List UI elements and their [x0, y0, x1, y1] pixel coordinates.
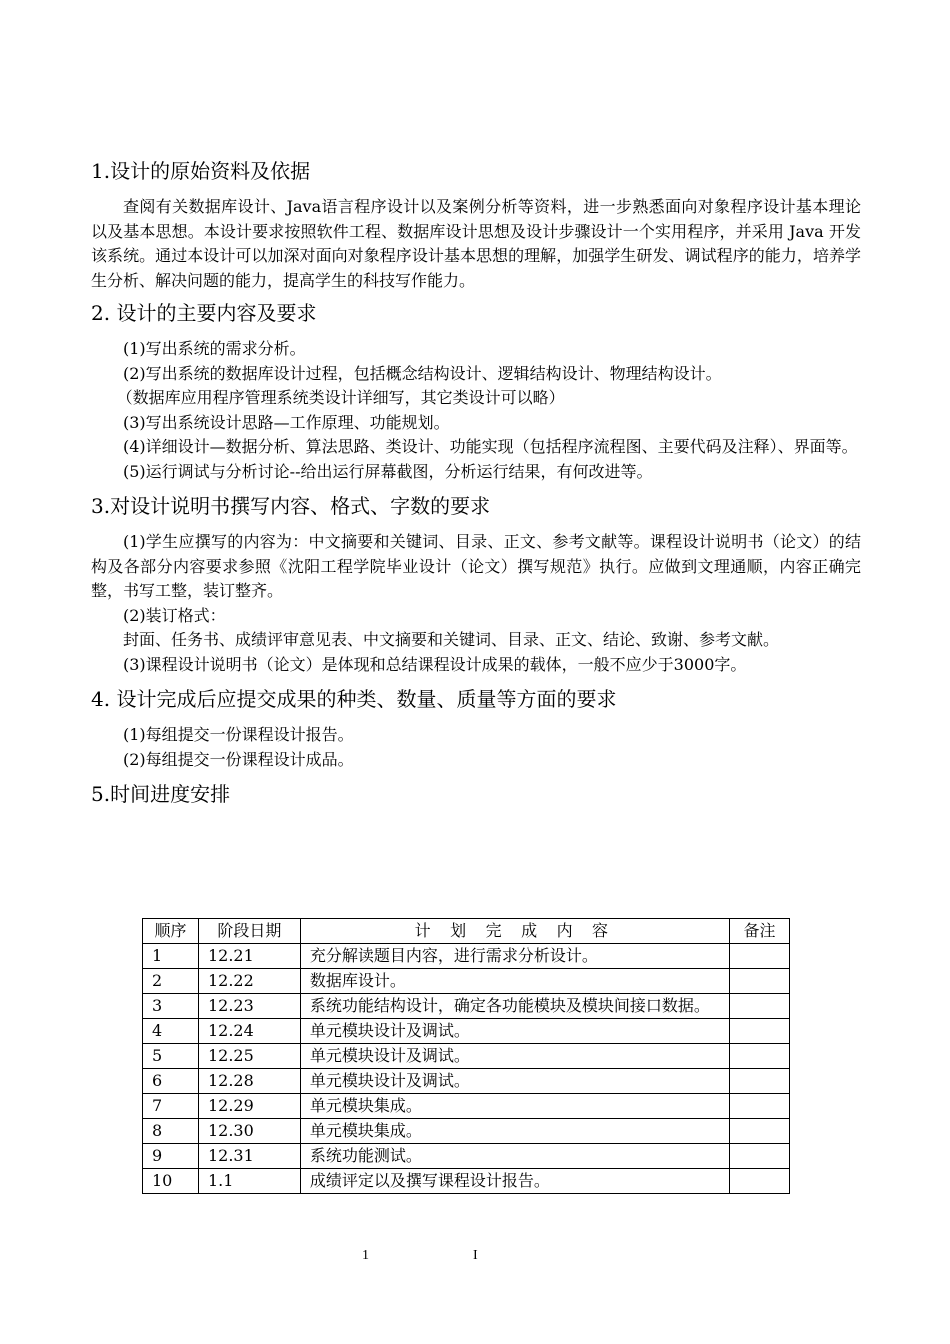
- table-row: [143, 1044, 790, 1069]
- cell-date: 12.29: [198, 1094, 300, 1119]
- cell-note: [730, 1169, 790, 1194]
- section-2-item: （数据库应用程序管理系统类设计详细写，其它类设计可以略）: [116, 388, 565, 407]
- section-3-item: (2)装订格式：: [123, 605, 226, 625]
- section-4-title: 4. 设计完成后应提交成果的种类、数量、质量等方面的要求: [91, 687, 617, 711]
- section-3-item: (3)课程设计说明书（论文）是体现和总结课程设计成果的载体，一般不应少于3000字。: [123, 654, 747, 674]
- cell-date: 12.25: [198, 1044, 300, 1069]
- cell-content: 单元模块集成。: [300, 1094, 729, 1119]
- section-4-item: (1)每组提交一份课程设计报告。: [123, 725, 354, 744]
- cell-content: 系统功能结构设计，确定各功能模块及模块间接口数据。: [300, 994, 729, 1019]
- cell-order: 2: [143, 969, 199, 994]
- schedule-header-row: [143, 919, 790, 944]
- header-note: 备注: [730, 919, 790, 944]
- cell-note: [730, 1069, 790, 1094]
- page-number-roman: I: [473, 1248, 478, 1263]
- table-row: [143, 1119, 790, 1144]
- section-4-item: (2)每组提交一份课程设计成品。: [123, 749, 354, 769]
- table-row: [143, 1019, 790, 1044]
- cell-note: [730, 1044, 790, 1069]
- cell-note: [730, 994, 790, 1019]
- document-body: [91, 157, 861, 808]
- section-2-item: (1)写出系统的需求分析。: [123, 339, 306, 358]
- section-1-body: 查阅有关数据库设计、Java语言程序设计以及案例分析等资料，进一步熟悉面向对象程序设计基本理论以及基本思想。本设计要求按照软件工程、数据库设计思想及设计步骤设计一个实用程序，并采用 Java 开发该系统。通过本设计可以加深对面向对象程序设计基本思想的理解，加强学生研发、调试程序的能力，培养学生分析、解决问题的能力，提高学生的科技写作能力。: [91, 197, 861, 290]
- table-row: [143, 1069, 790, 1094]
- section-2-item: (4)详细设计—数据分析、算法思路、类设计、功能实现（包括程序流程图、主要代码及注释）、界面等。: [123, 437, 858, 456]
- cell-order: 1: [143, 944, 199, 969]
- cell-note: [730, 1094, 790, 1119]
- table-row: [143, 1144, 790, 1169]
- section-2-item: (3)写出系统设计思路—工作原理、功能规划。: [123, 412, 450, 432]
- cell-order: 6: [143, 1069, 199, 1094]
- cell-order: 3: [143, 994, 199, 1019]
- table-row: [143, 1169, 790, 1194]
- cell-order: 10: [143, 1169, 199, 1194]
- cell-note: [730, 1119, 790, 1144]
- section-2-item: (5)运行调试与分析讨论--给出运行屏幕截图，分析运行结果，有何改进等。: [123, 461, 653, 481]
- cell-date: 12.23: [198, 994, 300, 1019]
- cell-content: 系统功能测试。: [300, 1144, 729, 1169]
- cell-date: 1.1: [198, 1169, 300, 1194]
- cell-order: 7: [143, 1094, 199, 1119]
- cell-content: 单元模块设计及调试。: [300, 1019, 729, 1044]
- schedule-table: [142, 918, 790, 1194]
- table-row: [143, 994, 790, 1019]
- section-3-item: 封面、任务书、成绩评审意见表、中文摘要和关键词、目录、正文、结论、致谢、参考文献。: [123, 630, 780, 649]
- cell-date: 12.28: [198, 1069, 300, 1094]
- section-2-title: 2. 设计的主要内容及要求: [91, 301, 317, 325]
- cell-content: 成绩评定以及撰写课程设计报告。: [300, 1169, 729, 1194]
- cell-order: 4: [143, 1019, 199, 1044]
- cell-content: 数据库设计。: [300, 969, 729, 994]
- header-order: 顺序: [143, 919, 199, 944]
- cell-note: [730, 1019, 790, 1044]
- cell-order: 8: [143, 1119, 199, 1144]
- cell-order: 9: [143, 1144, 199, 1169]
- section-1-title: 1.设计的原始资料及依据: [91, 159, 311, 183]
- cell-date: 12.24: [198, 1019, 300, 1044]
- table-row: [143, 969, 790, 994]
- cell-order: 5: [143, 1044, 199, 1069]
- section-3-item: (1)学生应撰写的内容为：中文摘要和关键词、目录、正文、参考文献等。课程设计说明书（论文）的结构及各部分内容要求参照《沈阳工程学院毕业设计（论文）撰写规范》执行。应做到文理通顺，内容正确完整，书写工整，装订整齐。: [91, 532, 861, 600]
- header-date: 阶段日期: [198, 919, 300, 944]
- cell-content: 单元模块集成。: [300, 1119, 729, 1144]
- table-row: [143, 1094, 790, 1119]
- cell-date: 12.31: [198, 1144, 300, 1169]
- cell-content: 单元模块设计及调试。: [300, 1044, 729, 1069]
- cell-note: [730, 969, 790, 994]
- section-5-title: 5.时间进度安排: [91, 782, 231, 806]
- table-row: [143, 944, 790, 969]
- section-2-item: (2)写出系统的数据库设计过程，包括概念结构设计、逻辑结构设计、物理结构设计。: [123, 363, 722, 383]
- header-content: 计 划 完 成 内 容: [300, 919, 729, 944]
- cell-date: 12.30: [198, 1119, 300, 1144]
- section-3-title: 3.对设计说明书撰写内容、格式、字数的要求: [91, 494, 491, 518]
- cell-content: 充分解读题目内容，进行需求分析设计。: [300, 944, 729, 969]
- cell-note: [730, 1144, 790, 1169]
- cell-content: 单元模块设计及调试。: [300, 1069, 729, 1094]
- cell-note: [730, 944, 790, 969]
- page-number: 1: [362, 1248, 369, 1263]
- cell-date: 12.21: [198, 944, 300, 969]
- cell-date: 12.22: [198, 969, 300, 994]
